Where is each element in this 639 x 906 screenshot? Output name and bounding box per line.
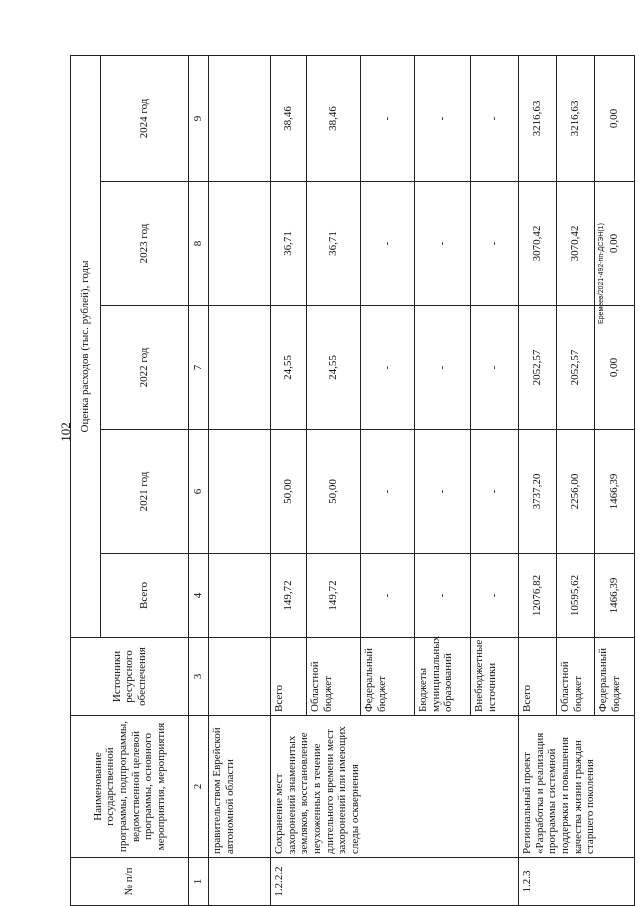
- row-value-2022: 0,00: [595, 306, 635, 430]
- row-value-2024: 38,46: [307, 55, 361, 181]
- row-number: 1.2.3: [519, 858, 635, 906]
- column-number: 7: [189, 306, 209, 430]
- row-value-2024: 3216,63: [519, 55, 557, 181]
- row-value-2023: 3070,42: [557, 182, 595, 306]
- column-number: 6: [189, 430, 209, 554]
- row-value-2021: 3737,20: [519, 430, 557, 554]
- row-value-total: 149,72: [307, 554, 361, 638]
- header-name: Наименование государственной программы, подпрограммы, ведомственной целевой программы, основного мероприятия, мероприятия: [71, 716, 189, 858]
- row-source: Всего: [519, 638, 557, 716]
- column-number: 2: [189, 716, 209, 858]
- row-value-2023: -: [415, 182, 471, 306]
- header-year-2024: 2024 год: [101, 55, 189, 181]
- column-number: 9: [189, 55, 209, 181]
- row-value-2021: [209, 430, 271, 554]
- row-number: [209, 858, 271, 906]
- row-source: Областной бюджет: [557, 638, 595, 716]
- document-footer: Еремеев/2021-492-пп-ДСЭН(1): [598, 223, 605, 324]
- row-value-2024: -: [361, 55, 415, 181]
- row-value-2022: -: [471, 306, 519, 430]
- header-year-2022: 2022 год: [101, 306, 189, 430]
- header-num: № п/п: [71, 858, 189, 906]
- row-value-2024: 0,00: [595, 55, 635, 181]
- row-value-2022: -: [415, 306, 471, 430]
- row-value-2022: 2052,57: [519, 306, 557, 430]
- table-row: [209, 55, 271, 905]
- row-value-2021: -: [471, 430, 519, 554]
- row-value-2024: -: [471, 55, 519, 181]
- row-source: Внебюджетные источники: [471, 638, 519, 716]
- row-value-total: 1466,39: [595, 554, 635, 638]
- row-name: правительством Еврейской автономной области: [209, 716, 271, 858]
- row-value-total: -: [361, 554, 415, 638]
- row-value-2023: -: [361, 182, 415, 306]
- column-number: 4: [189, 554, 209, 638]
- row-source: Областной бюджет: [307, 638, 361, 716]
- page-number: 102: [57, 422, 73, 442]
- row-value-2022: 2052,57: [557, 306, 595, 430]
- table-row: [271, 55, 307, 905]
- header-year-2023: 2023 год: [101, 182, 189, 306]
- column-number-row: [189, 55, 209, 905]
- row-value-2023: 0,00: [595, 182, 635, 306]
- row-value-total: 12076,82: [519, 554, 557, 638]
- budget-table: [70, 55, 635, 906]
- row-number: 1.2.2.2: [271, 858, 519, 906]
- table-row: [519, 55, 557, 905]
- row-value-total: [209, 554, 271, 638]
- row-value-2021: 50,00: [271, 430, 307, 554]
- row-value-2021: -: [415, 430, 471, 554]
- row-name: Региональный проект «Разработка и реализация программы системной поддержки и повышения качества жизни граждан старшего поколения: [519, 716, 635, 858]
- row-value-2024: 38,46: [271, 55, 307, 181]
- row-value-2023: 3070,42: [519, 182, 557, 306]
- row-value-2022: 24,55: [271, 306, 307, 430]
- row-value-2024: -: [415, 55, 471, 181]
- row-value-total: -: [415, 554, 471, 638]
- row-value-total: 149,72: [271, 554, 307, 638]
- row-value-total: 10595,62: [557, 554, 595, 638]
- row-source: Бюджеты муниципальных образований: [415, 638, 471, 716]
- row-value-2021: -: [361, 430, 415, 554]
- row-value-2021: 50,00: [307, 430, 361, 554]
- row-value-2023: 36,71: [307, 182, 361, 306]
- row-value-2022: 24,55: [307, 306, 361, 430]
- row-value-2024: 3216,63: [557, 55, 595, 181]
- row-source: Федеральный бюджет: [361, 638, 415, 716]
- column-number: 3: [189, 638, 209, 716]
- column-number: 1: [189, 858, 209, 906]
- row-value-2023: [209, 182, 271, 306]
- row-value-2024: [209, 55, 271, 181]
- row-source: [209, 638, 271, 716]
- header-year-2021: 2021 год: [101, 430, 189, 554]
- row-source: Федеральный бюджет: [595, 638, 635, 716]
- row-name: Сохранение мест захоронений знаменитых земляков, восстановление неухоженных в течение длительного времени мест захоронений или имеющих следы осквернения: [271, 716, 519, 858]
- header-estimate: Оценка расходов (тыс. рублей), годы: [71, 55, 101, 637]
- header-total: Всего: [101, 554, 189, 638]
- column-number: 8: [189, 182, 209, 306]
- row-value-2022: [209, 306, 271, 430]
- row-value-total: -: [471, 554, 519, 638]
- row-value-2023: 36,71: [271, 182, 307, 306]
- row-value-2021: 1466,39: [595, 430, 635, 554]
- row-value-2023: -: [471, 182, 519, 306]
- row-value-2022: -: [361, 306, 415, 430]
- row-value-2021: 2256,00: [557, 430, 595, 554]
- row-source: Всего: [271, 638, 307, 716]
- header-source: Источники ресурсного обеспечения: [71, 638, 189, 716]
